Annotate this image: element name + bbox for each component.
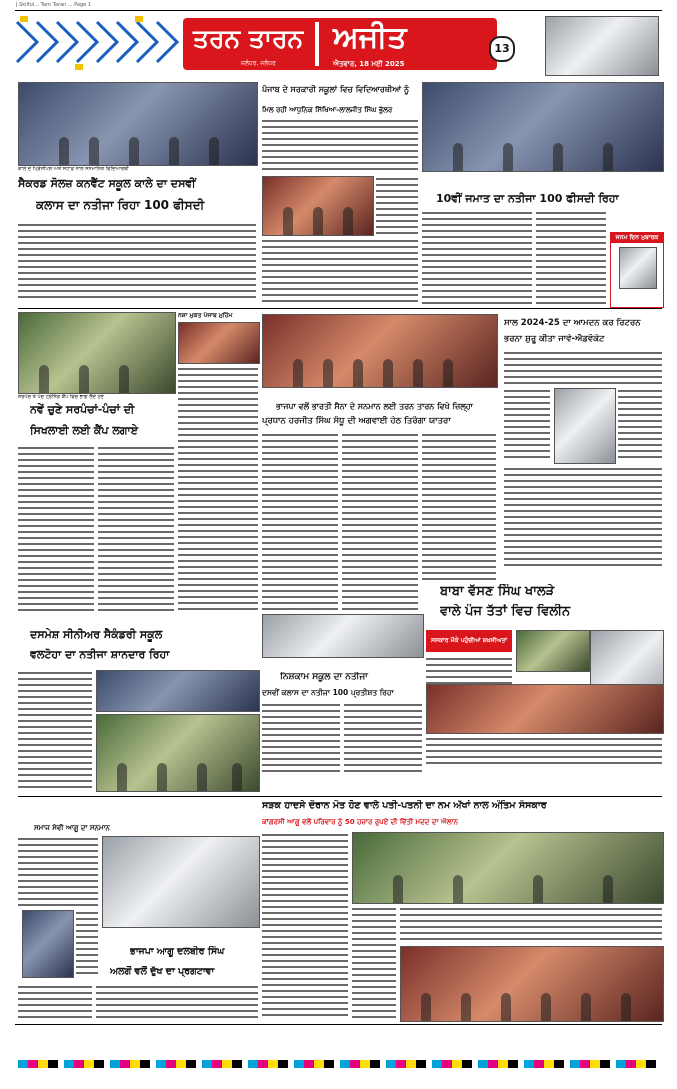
photo-a5 <box>178 322 260 364</box>
body-a12 <box>18 836 98 906</box>
body-a6-d <box>504 466 662 570</box>
photo-a12-group <box>102 836 260 928</box>
photo-dashmesh-2 <box>96 714 260 792</box>
body-a11 <box>262 832 348 1018</box>
body-a10 <box>262 702 340 774</box>
body-a10-b <box>344 702 422 774</box>
headline-a8-line2: ਵਾਲੇ ਪੰਜ ਤੱਤਾਂ ਵਿਚ ਵਿਲੀਨ <box>440 604 571 619</box>
body-a6-c <box>618 388 662 462</box>
masthead-sub-left: ਜਲੰਧਰ, ਜਲੰਧਰ <box>241 60 276 67</box>
body-a2-bottom <box>262 238 418 304</box>
body-a3-b <box>536 210 606 306</box>
headline-a5: ਨਸ਼ਾ ਮੁਕਤ ਪੰਜਾਬ ਮੁਹਿੰਮ <box>178 312 233 319</box>
headline-a13-line2: ਅਲਗੋਂ ਵਲੋਂ ਦੁੱਖ ਦਾ ਪ੍ਰਗਟਾਵਾ <box>110 966 215 977</box>
photo-a12-portrait <box>22 910 74 978</box>
birthday-photo <box>619 247 657 289</box>
birthday-box <box>610 232 664 308</box>
masthead-title-right: ਅਜੀਤ <box>333 20 407 55</box>
headline-a10-line2: ਦਸਵੀਂ ਕਲਾਸ ਦਾ ਨਤੀਜਾ 100 ਪ੍ਰਤੀਸ਼ਤ ਰਿਹਾ <box>262 688 394 697</box>
photo-accident-funeral <box>352 832 664 904</box>
headline-a3: 10ਵੀਂ ਜਮਾਤ ਦਾ ਨਤੀਜਾ 100 ਫੀਸਦੀ ਰਿਹਾ <box>436 192 619 205</box>
body-a13-b <box>96 984 258 1018</box>
top-rule <box>15 10 662 11</box>
bottom-rule <box>15 1024 662 1025</box>
photo-funeral-crowd <box>426 684 664 734</box>
photo-advocate <box>554 388 616 464</box>
headline-a4-line1: ਨਵੇਂ ਚੁਣੇ ਸਰਪੰਚਾਂ-ਪੰਚਾਂ ਦੀ <box>30 403 135 416</box>
photo-sarpanch-camp <box>18 312 176 394</box>
rule-row1 <box>18 308 662 309</box>
body-a3 <box>422 210 532 306</box>
body-a7-c <box>422 432 496 582</box>
body-a5 <box>178 366 258 614</box>
headline-a7-line2: ਪ੍ਰਧਾਨ ਹਰਜੀਤ ਸਿੰਘ ਸੰਧੂ ਦੀ ਅਗਵਾਈ ਹੇਠ ਤਿਰੰਗਾ ਯਾਤਰਾ <box>262 416 451 426</box>
running-head: J.Skilful... Tarn Taran ... Page 1 <box>16 2 92 8</box>
masthead-title-left: ਤਰਨ ਤਾਰਨ <box>193 24 304 53</box>
headline-a1-line1: ਸੈਕਰਡ ਸੋਲਜ਼ ਕਨਵੈਂਟ ਸਕੂਲ ਕਾਲੇ ਦਾ ਦਸਵੀਂ <box>18 177 196 190</box>
headline-a10-line1: ਨਿਸ਼ਕਾਮ ਸਕੂਲ ਦਾ ਨਤੀਜਾ <box>280 672 368 682</box>
body-a7 <box>262 432 338 614</box>
headline-a9-line1: ਦਸਮੇਸ਼ ਸੀਨੀਅਰ ਸੈਕੰਡਰੀ ਸਕੂਲ <box>30 628 163 641</box>
photo-congress-leaders <box>400 946 664 1022</box>
headline-a7-line1: ਭਾਜਪਾ ਵਲੋਂ ਭਾਰਤੀ ਸੈਨਾ ਦੇ ਸਨਮਾਨ ਲਈ ਤਰਨ ਤਾਰਨ ਵਿਖੇ ਜ਼ਿਲ੍ਹਾ <box>276 402 473 411</box>
body-a9 <box>18 670 92 790</box>
page-number: 13 <box>489 36 515 62</box>
photo-dashmesh-1 <box>96 670 260 712</box>
headline-a1-line2: ਕਲਾਸ ਦਾ ਨਤੀਜਾ ਰਿਹਾ 100 ਫੀਸਦੀ <box>36 198 205 212</box>
photo-tiranga-yatra <box>262 314 498 388</box>
rule-row3 <box>18 796 662 797</box>
a8-box: ਸਸਕਾਰ ਮੌਕੇ ਪਹੁੰਚੀਆਂ ਸ਼ਖ਼ਸੀਅਤਾਂ <box>426 630 512 652</box>
headline-a11: ਸੜਕ ਹਾਦਸੇ ਦੌਰਾਨ ਮੌਤ ਹੋਣ ਵਾਲੇ ਪਤੀ-ਪਤਨੀ ਦਾ ਨਮ ਅੱਖਾਂ ਨਾਲ ਅੰਤਿਮ ਸੰਸਕਾਰ <box>262 800 547 811</box>
headline-a4-line2: ਸਿਖਲਾਈ ਲਈ ਕੈਂਪ ਲਗਾਏ <box>30 424 138 437</box>
birthday-label: ਜਨਮ ਦਿਨ ਮੁਬਾਰਕ <box>611 233 663 243</box>
body-a1 <box>18 222 256 298</box>
headline-a2-line2: ਮਿਲ ਰਹੀ ਆਧੁਨਿਕ ਸਿੱਖਿਆ-ਲਾਲਜੀਤ ਸਿੰਘ ਭੁੱਲਰ <box>262 106 393 114</box>
caption-4: ਸਰਪੰਚ ਤੇ ਪੰਚ ਟ੍ਰੇਨਿੰਗ ਕੈਂਪ ਵਿਚ ਭਾਗ ਲੈਂਦੇ ਹੋਏ <box>18 394 104 400</box>
body-a12-b <box>76 910 98 976</box>
caption-1: ਕਾਲੇ ਦੇ ਪ੍ਰਿੰਸੀਪਲ ਅਤੇ ਸਟਾਫ਼ ਨਾਲ ਸਨਮਾਨਿਤ ਵਿਦਿਆਰਥੀ <box>18 166 129 172</box>
headline-a11-sub: ਕਾਂਗਰਸੀ ਆਗੂ ਵਲੋਂ ਪਰਿਵਾਰ ਨੂੰ 50 ਹਜ਼ਾਰ ਰੁਪਏ ਦੀ ਵਿੱਤੀ ਮਦਦ ਦਾ ਐਲਾਨ <box>262 818 459 826</box>
body-a8-b <box>426 736 662 766</box>
body-a7-b <box>342 432 418 614</box>
body-a6-b <box>504 388 550 462</box>
body-a4-b <box>98 445 174 613</box>
headline-a9-line2: ਵਲਟੋਹਾ ਦਾ ਨਤੀਜਾ ਸ਼ਾਨਦਾਰ ਰਿਹਾ <box>30 648 170 661</box>
body-a13 <box>18 984 92 1018</box>
headline-a6-line2: ਭਰਨਾ ਸ਼ੁਰੂ ਕੀਤਾ ਜਾਵੇ-ਐਡਵੋਕੇਟ <box>504 334 605 344</box>
headline-a6-line1: ਸਾਲ 2024-25 ਦਾ ਆਮਦਨ ਕਰ ਰਿਟਰਨ <box>504 318 641 328</box>
body-a11-c <box>400 906 662 942</box>
footer-registration-marks <box>18 1060 662 1068</box>
body-a2 <box>262 118 418 173</box>
photo-topper-girls <box>262 614 424 658</box>
body-a6 <box>504 350 662 386</box>
headline-a2-line1: ਪੰਜਾਬ ਦੇ ਸਰਕਾਰੀ ਸਕੂਲਾਂ ਵਿਚ ਵਿਦਿਆਰਥੀਆਂ ਨੂੰ <box>262 85 410 94</box>
body-a4 <box>18 445 94 613</box>
masthead <box>15 14 662 76</box>
photo-minister <box>262 176 374 236</box>
body-a2-side <box>376 176 418 234</box>
masthead-date: ਐਤਵਾਰ, 18 ਮਈ 2025 <box>333 60 405 68</box>
body-a11-b <box>352 906 396 1018</box>
masthead-building-image <box>545 16 659 76</box>
headline-a12: ਸਮਾਜ ਸੇਵੀ ਆਗੂ ਦਾ ਸਨਮਾਨ <box>34 824 110 832</box>
photo-school-students <box>422 82 664 172</box>
headline-a13-line1: ਭਾਜਪਾ ਆਗੂ ਦਲਬੀਰ ਸਿੰਘ <box>130 946 225 957</box>
headline-a8-line1: ਬਾਬਾ ਵੱਸਣ ਸਿੰਘ ਖਾਲੜੇ <box>440 584 555 599</box>
photo-funeral <box>516 630 590 672</box>
photo-school-prize <box>18 82 258 166</box>
